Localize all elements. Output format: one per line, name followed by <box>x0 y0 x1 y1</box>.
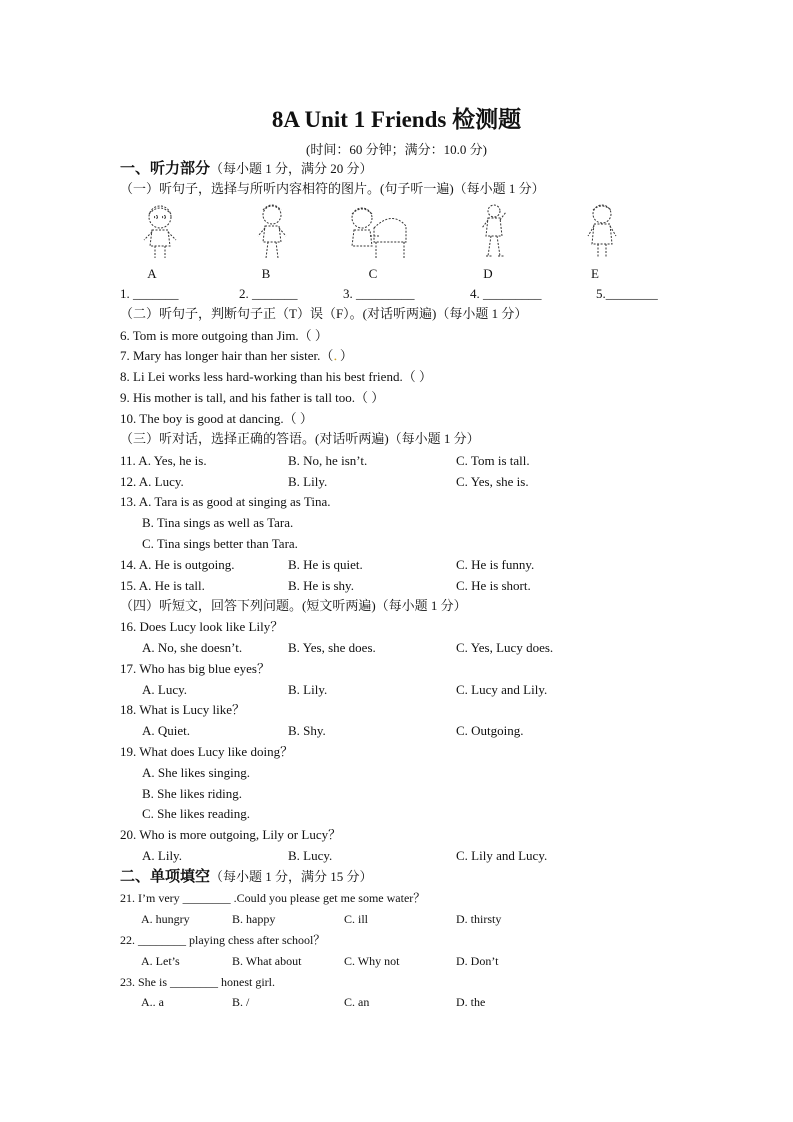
question-19: 19. What does Lucy like doing？ <box>120 744 294 759</box>
answer-blank-5: 5.________ <box>596 286 658 301</box>
question-7-close: ） <box>339 348 353 363</box>
question-18: 18. What is Lucy like？ <box>120 702 246 717</box>
question-23: 23. She is ________ honest girl. <box>120 975 275 989</box>
question-21-option-a: A. hungry <box>141 912 190 926</box>
question-23-option-a: A.. a <box>141 995 164 1009</box>
question-23-option-c: C. an <box>344 995 370 1009</box>
question-19-option-b: B. She likes riding. <box>142 786 243 801</box>
question-20-option-b: B. Lucy. <box>288 848 333 863</box>
question-21-option-b: B. happy <box>232 912 276 926</box>
question-10: 10. The boy is good at dancing.（ ） <box>120 411 313 426</box>
question-20-option-c: C. Lily and Lucy. <box>456 848 548 863</box>
question-19-option-a: A. She likes singing. <box>142 765 250 780</box>
part-1-instruction: （一）听句子，选择与所听内容相符的图片。(句子听一遍)（每小题 1 分） <box>120 181 545 196</box>
section-1-title: 一、听力部分 <box>120 159 211 177</box>
question-16-option-b: B. Yes, she does. <box>288 640 376 655</box>
question-13-option-b: B. Tina sings as well as Tara. <box>142 515 294 530</box>
question-21-option-d: D. thirsty <box>456 912 502 926</box>
question-11-option-c: C. Tom is tall. <box>456 453 530 468</box>
part-3-instruction: （三）听对话，选择正确的答语。(对话听两遍)（每小题 1 分） <box>120 431 480 446</box>
question-19-option-c: C. She likes reading. <box>142 806 250 821</box>
question-23-option-d: D. the <box>456 995 486 1009</box>
question-21: 21. I’m very ________ .Could you please get me some water？ <box>120 891 426 905</box>
question-8: 8. Li Lei works less hard-working than his best friend.（ ） <box>120 369 432 384</box>
section-1-heading <box>120 160 373 177</box>
question-14-option-c: C. He is funny. <box>456 557 535 572</box>
picture-a <box>138 202 182 262</box>
question-13-option-a: 13. A. Tara is as good at singing as Tina. <box>120 494 331 509</box>
picture-label-a: A <box>147 266 157 281</box>
question-23-option-b: B. / <box>232 995 250 1009</box>
question-6: 6. Tom is more outgoing than Jim.（ ） <box>120 328 328 343</box>
question-16-option-a: A. No, she doesn’t. <box>142 640 243 655</box>
picture-label-e: E <box>591 266 599 281</box>
question-20: 20. Who is more outgoing, Lily or Lucy？ <box>120 827 342 842</box>
question-15-option-a: 15. A. He is tall. <box>120 578 205 593</box>
answer-blank-4: 4. _________ <box>470 286 542 301</box>
question-18-option-b: B. Shy. <box>288 723 326 738</box>
question-7 <box>120 348 353 364</box>
answer-blank-3: 3. _________ <box>343 286 415 301</box>
question-17-option-a: A. Lucy. <box>142 682 188 697</box>
question-22-option-b: B. What about <box>232 954 302 968</box>
part-4-instruction: （四）听短文，回答下列问题。(短文听两遍)（每小题 1 分） <box>120 598 467 613</box>
question-9: 9. His mother is tall, and his father is tall too.（ ） <box>120 390 385 405</box>
question-18-option-c: C. Outgoing. <box>456 723 524 738</box>
question-17-option-b: B. Lily. <box>288 682 328 697</box>
question-22: 22. ________ playing chess after school？ <box>120 933 326 947</box>
question-22-option-c: C. Why not <box>344 954 400 968</box>
question-20-option-a: A. Lily. <box>142 848 182 863</box>
picture-e <box>580 202 624 262</box>
question-14-option-b: B. He is quiet. <box>288 557 363 572</box>
question-12-option-a: 12. A. Lucy. <box>120 474 184 489</box>
section-1-note: （每小题 1 分，满分 20 分） <box>210 161 373 176</box>
exam-time-info: (时间：60 分钟；满分：10.0 分) <box>306 142 487 157</box>
question-14-option-a: 14. A. He is outgoing. <box>120 557 235 572</box>
question-11-option-a: 11. A. Yes, he is. <box>120 453 207 468</box>
picture-b <box>250 202 294 262</box>
part-2-instruction: （二）听句子，判断句子正（T）误（F）。(对话听两遍)（每小题 1 分） <box>120 306 528 321</box>
question-16-option-c: C. Yes, Lucy does. <box>456 640 554 655</box>
section-2-title: 二、单项填空 <box>120 867 211 885</box>
question-16: 16. Does Lucy look like Lily？ <box>120 619 284 634</box>
question-17: 17. Who has big blue eyes？ <box>120 661 270 676</box>
question-12-option-c: C. Yes, she is. <box>456 474 529 489</box>
question-21-option-c: C. ill <box>344 912 369 926</box>
page-title: 8A Unit 1 Friends 检测题 <box>271 107 522 132</box>
picture-label-d: D <box>483 266 493 281</box>
section-2-heading <box>120 868 373 885</box>
answer-blank-2: 2. _______ <box>239 286 298 301</box>
answer-blank-1: 1. _______ <box>120 286 179 301</box>
question-15-option-b: B. He is shy. <box>288 578 354 593</box>
question-22-option-d: D. Don’t <box>456 954 499 968</box>
question-17-option-c: C. Lucy and Lily. <box>456 682 548 697</box>
question-13-option-c: C. Tina sings better than Tara. <box>142 536 298 551</box>
question-11-option-b: B. No, he isn’t. <box>288 453 368 468</box>
picture-label-c: C <box>368 266 378 281</box>
section-2-note: （每小题 1 分，满分 15 分） <box>210 869 373 884</box>
question-22-option-a: A. Let’s <box>141 954 180 968</box>
picture-d <box>474 202 518 262</box>
question-12-option-b: B. Lily. <box>288 474 328 489</box>
picture-label-b: B <box>261 266 271 281</box>
picture-c <box>344 202 410 262</box>
question-7-mark: ． <box>333 348 340 363</box>
question-7-text: 7. Mary has longer hair than her sister.（ <box>120 348 334 363</box>
question-15-option-c: C. He is short. <box>456 578 531 593</box>
question-18-option-a: A. Quiet. <box>142 723 191 738</box>
